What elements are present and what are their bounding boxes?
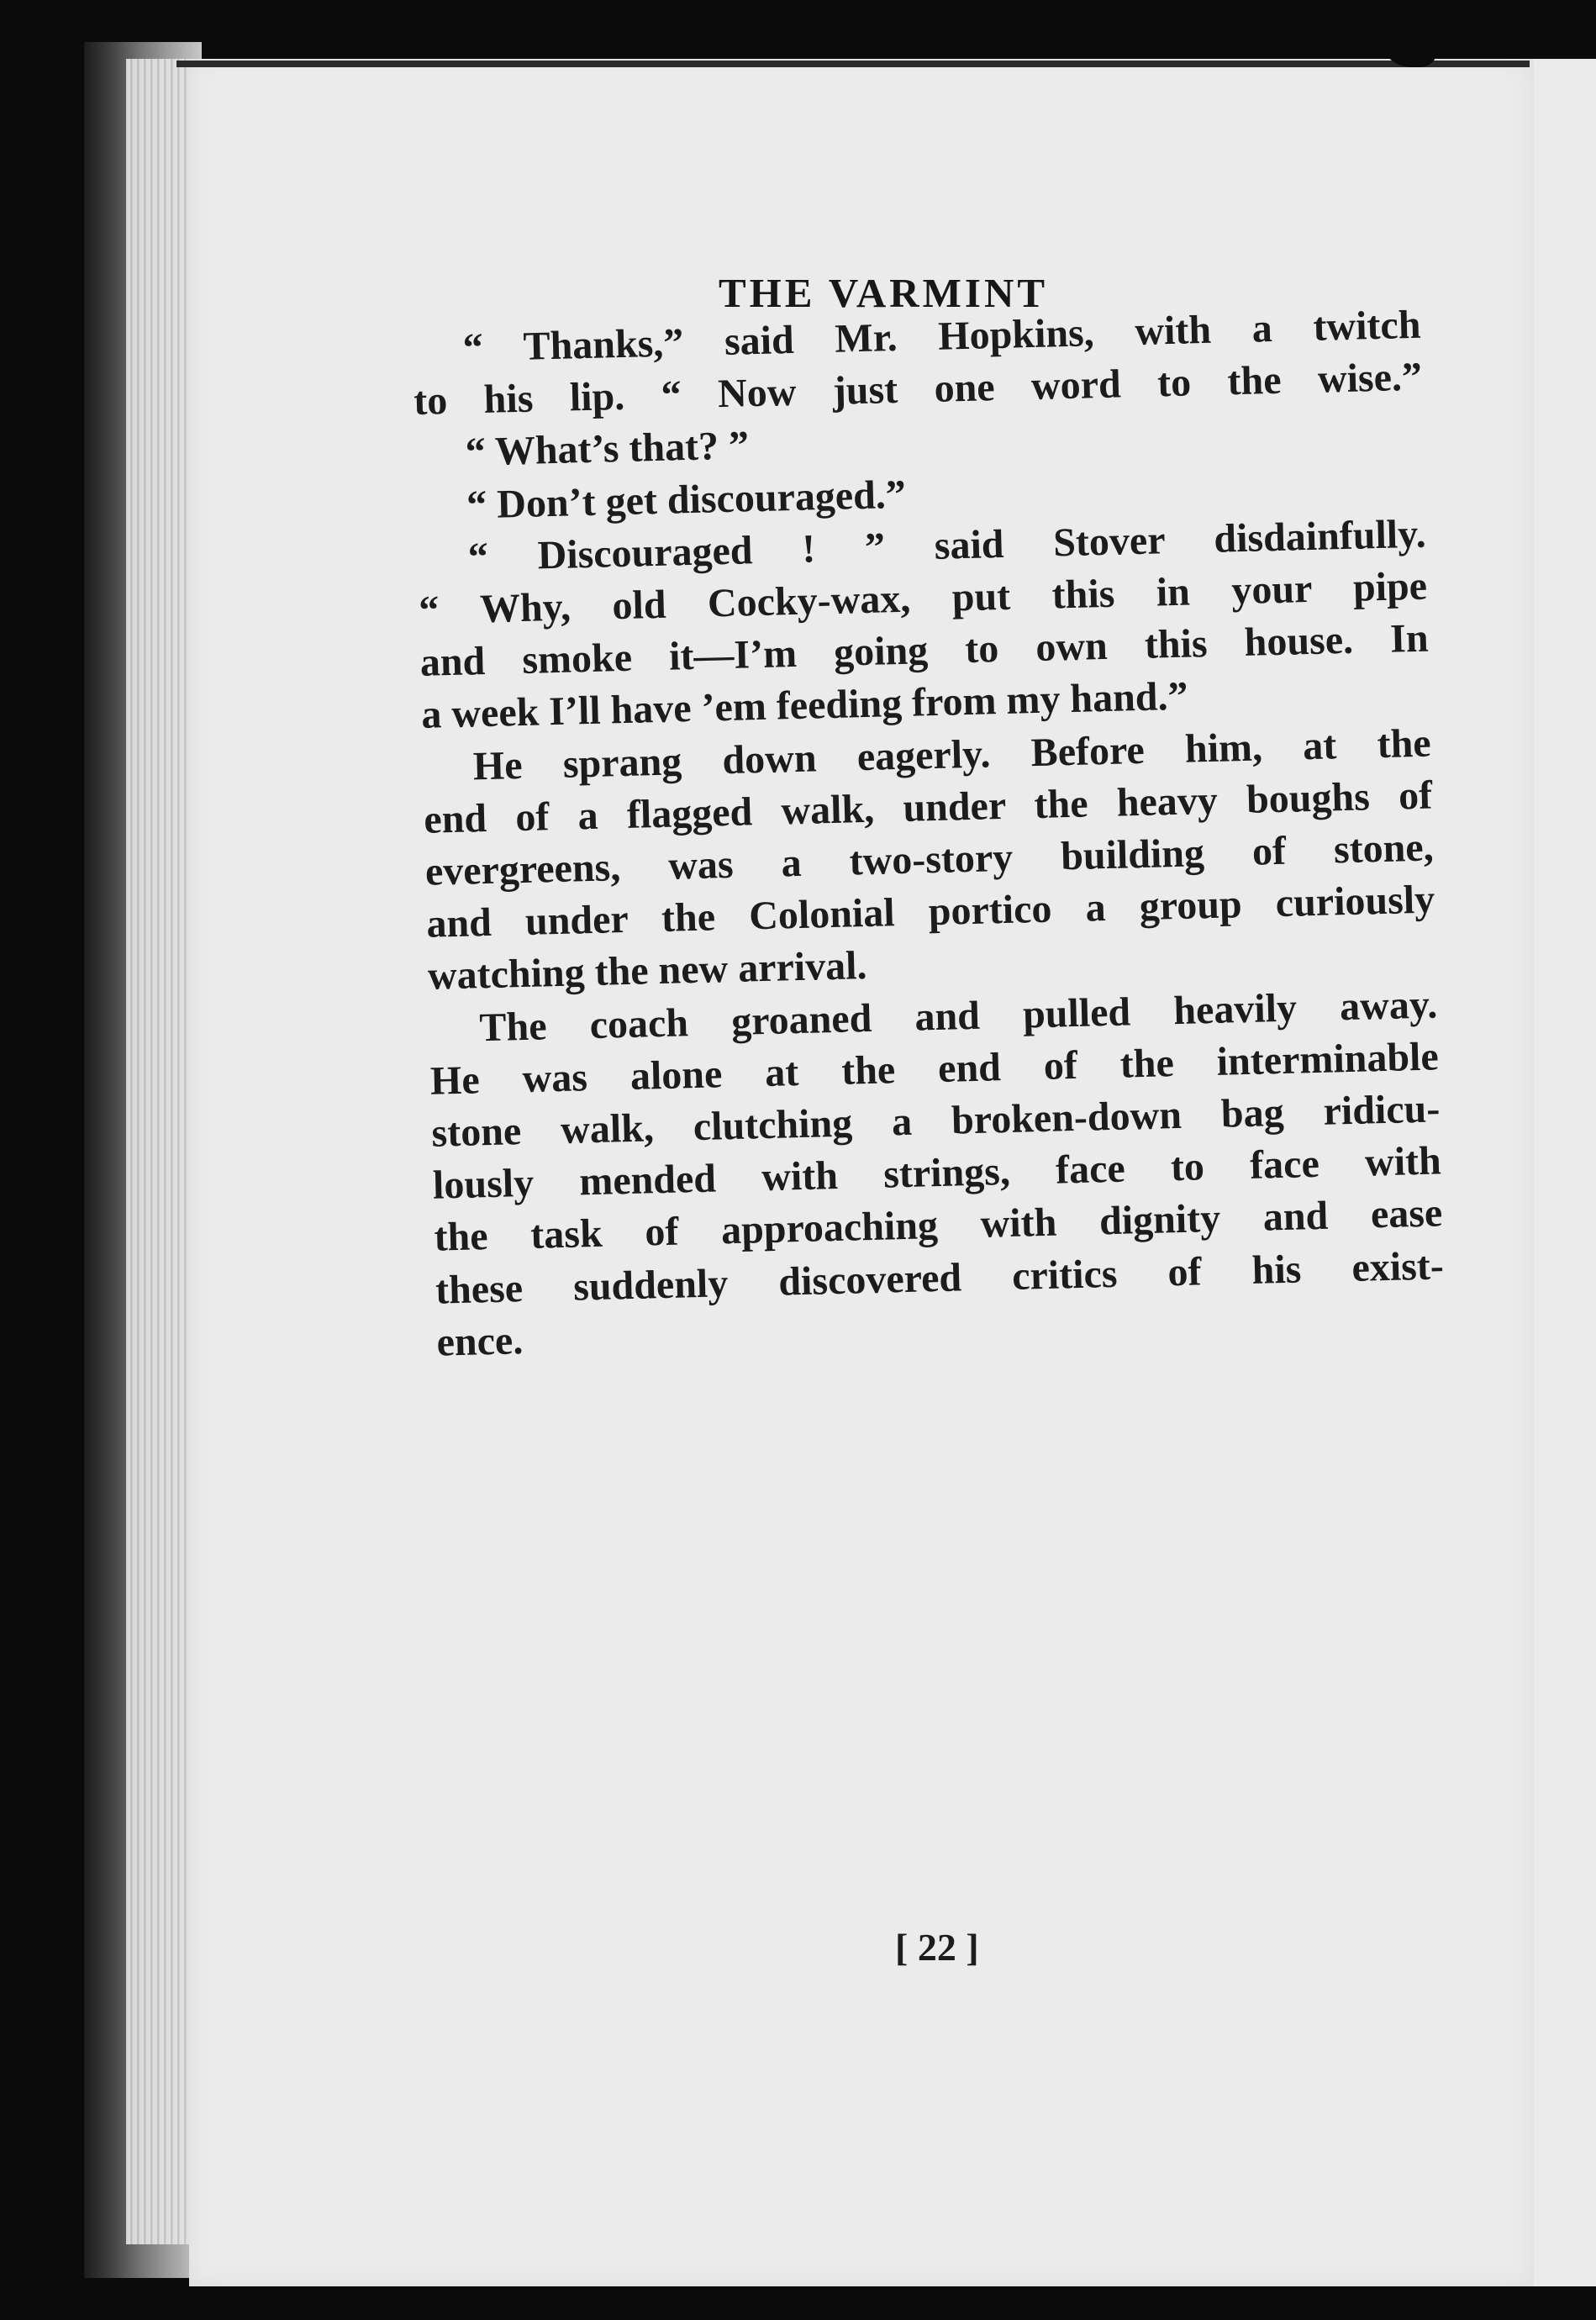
text-line: “ What’s that? ” — [465, 423, 750, 475]
text-line: “ Don’t get discouraged.” — [466, 472, 907, 528]
body-text — [412, 299, 1446, 1369]
text-line: The coach groaned and pulled heavily away. — [478, 982, 1438, 1050]
text-line: and under the Colonial portico a group curiously — [425, 877, 1435, 947]
text-line: a week I’ll have ’em feeding from my hand.” — [420, 673, 1189, 738]
text-line: evergreens, was a two-story building of stone, — [424, 825, 1435, 894]
text-line: “ Discouraged ! ” said Stover disdainfully. — [467, 511, 1427, 580]
text-line: ence. — [435, 1317, 524, 1365]
page-top-edge — [176, 61, 1530, 67]
text-line: stone walk, clutching a broken-down bag ridicu- — [430, 1086, 1441, 1156]
text-line: He sprang down eagerly. Before him, at the — [472, 720, 1432, 788]
text-line: “ Thanks,” said Mr. Hopkins, with a twitch — [462, 302, 1422, 371]
text-line: these suddenly discovered critics of his exist- — [435, 1243, 1445, 1313]
page-right-margin — [1534, 59, 1596, 2286]
page-number: [ 22 ] — [895, 1926, 979, 1969]
text-line: to his lip. “ Now just one word to the wise.” — [413, 354, 1423, 424]
text-line: watching the new arrival. — [427, 943, 868, 999]
text-line: end of a flagged walk, under the heavy boughs of — [423, 772, 1433, 842]
text-line: “ Why, old Cocky-wax, put this in your pipe — [418, 563, 1428, 633]
text-line: He was alone at the end of the interminable — [429, 1034, 1440, 1104]
text-line: the task of approaching with dignity and ease — [433, 1190, 1443, 1261]
text-line: lously mended with strings, face to face with — [432, 1138, 1442, 1208]
running-head: THE VARMINT — [719, 270, 1049, 316]
text-line: and smoke it—I’m going to own this house. In — [419, 615, 1430, 686]
